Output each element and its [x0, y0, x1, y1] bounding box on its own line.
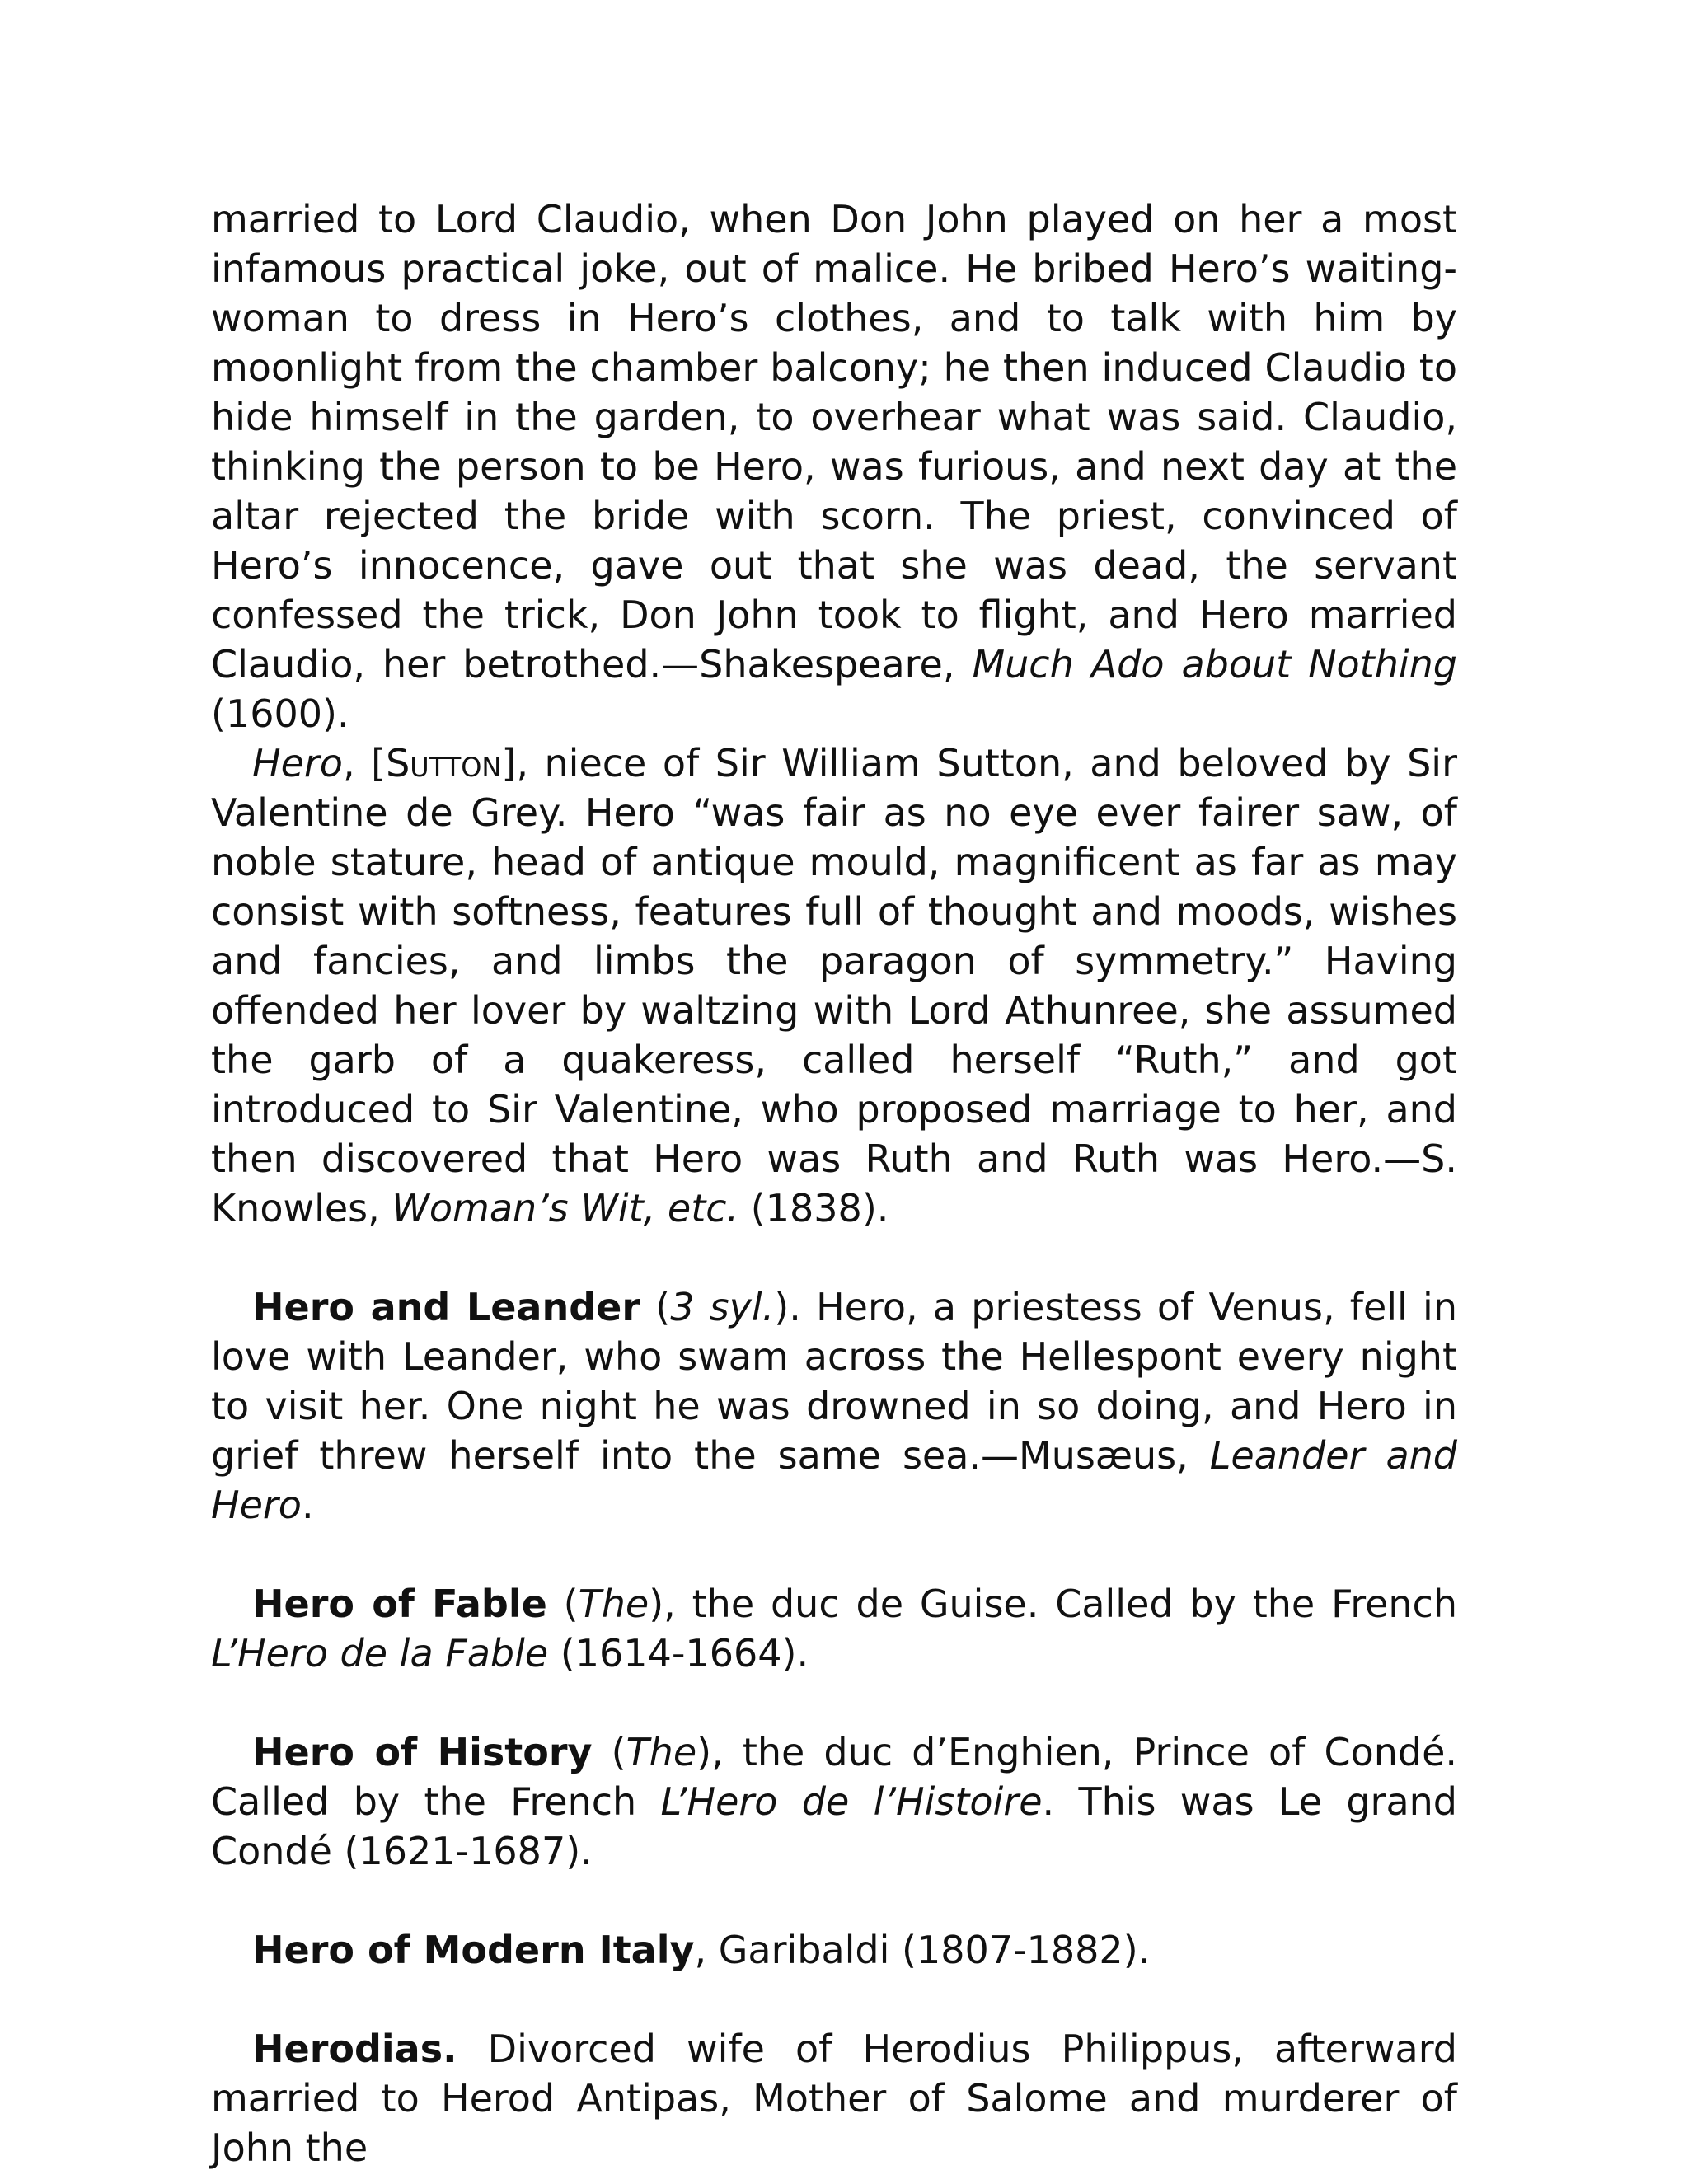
entry-name: Hero: [252, 741, 343, 785]
entry-headword: Hero of History: [252, 1730, 593, 1774]
entry-headword: Hero and Leander: [252, 1285, 641, 1329]
entry-herodias: Herodias. Divorced wife of Herodius Philippus, afterward married to Herod Antipas, Mother of Salome and murderer of John the: [211, 2027, 1457, 2170]
article-note: The: [578, 1582, 649, 1626]
work-title: Woman’s Wit, etc.: [392, 1186, 739, 1230]
article-note: The: [626, 1730, 697, 1774]
surname-smallcaps: Sutton: [386, 741, 502, 785]
work-title: Much Ado about Nothing: [972, 642, 1457, 687]
syllable-note: 3 syl.: [670, 1285, 775, 1329]
dictionary-page: [211, 194, 1457, 2172]
entry-hero-of-fable: Hero of Fable (The), the duc de Guise. Called by the French L’Hero de la Fable (1614-1664).: [211, 1582, 1457, 1675]
entry-hero-of-history: Hero of History (The), the duc d’Enghien, Prince of Condé. Called by the French L’Hero de l’Histoire. This was Le grand Condé (1621-1687).: [211, 1730, 1457, 1873]
entry-hero-claudio-continued: married to Lord Claudio, when Don John played on her a most infamous practical joke, out of malice. He bribed Hero’s waiting-woman to dress in Hero’s clothes, and to talk with him by moonlight from the chamber balcony; he then induced Claudio to hide himself in the garden, to overhear what was said. Claudio, thinking the person to be Hero, was furious, and next day at the altar rejected the bride with scorn. The priest, convinced of Hero’s innocence, gave out that she was dead, the servant confessed the trick, Don John took to flight, and Hero married Claudio, her betrothed.—Shakespeare, Much Ado about Nothing (1600).: [211, 197, 1457, 736]
french-title: L’Hero de l’Histoire: [660, 1779, 1043, 1824]
entry-headword: Hero of Modern Italy: [252, 1928, 695, 1972]
french-title: L’Hero de la Fable: [211, 1631, 549, 1675]
entry-hero-of-modern-italy: Hero of Modern Italy, Garibaldi (1807-1882).: [252, 1928, 1151, 1972]
entry-headword: Hero of Fable: [252, 1582, 547, 1626]
entry-hero-sutton: Hero, [Sutton], niece of Sir William Sutton, and beloved by Sir Valentine de Grey. Hero “was fair as no eye ever fairer saw, of noble stature, head of antique mould, magnificent as far as may consist with softness, features full of thought and moods, wishes and fancies, and limbs the paragon of symmetry.” Having offended her lover by waltzing with Lord Athunree, she assumed the garb of a quakeress, called herself “Ruth,” and got introduced to Sir Valentine, who proposed marriage to her, and then discovered that Hero was Ruth and Ruth was Hero.—S. Knowles, Woman’s Wit, etc. (1838).: [211, 741, 1457, 1230]
work-title: Leander and Hero: [211, 1433, 1458, 1527]
entry-headword: Herodias.: [252, 2027, 457, 2071]
entry-hero-and-leander: Hero and Leander (3 syl.). Hero, a priestess of Venus, fell in love with Leander, who swam across the Hellespont every night to visit her. One night he was drowned in so doing, and Hero in grief threw herself into the same sea.—Musæus, Leander and Hero.: [211, 1285, 1458, 1527]
